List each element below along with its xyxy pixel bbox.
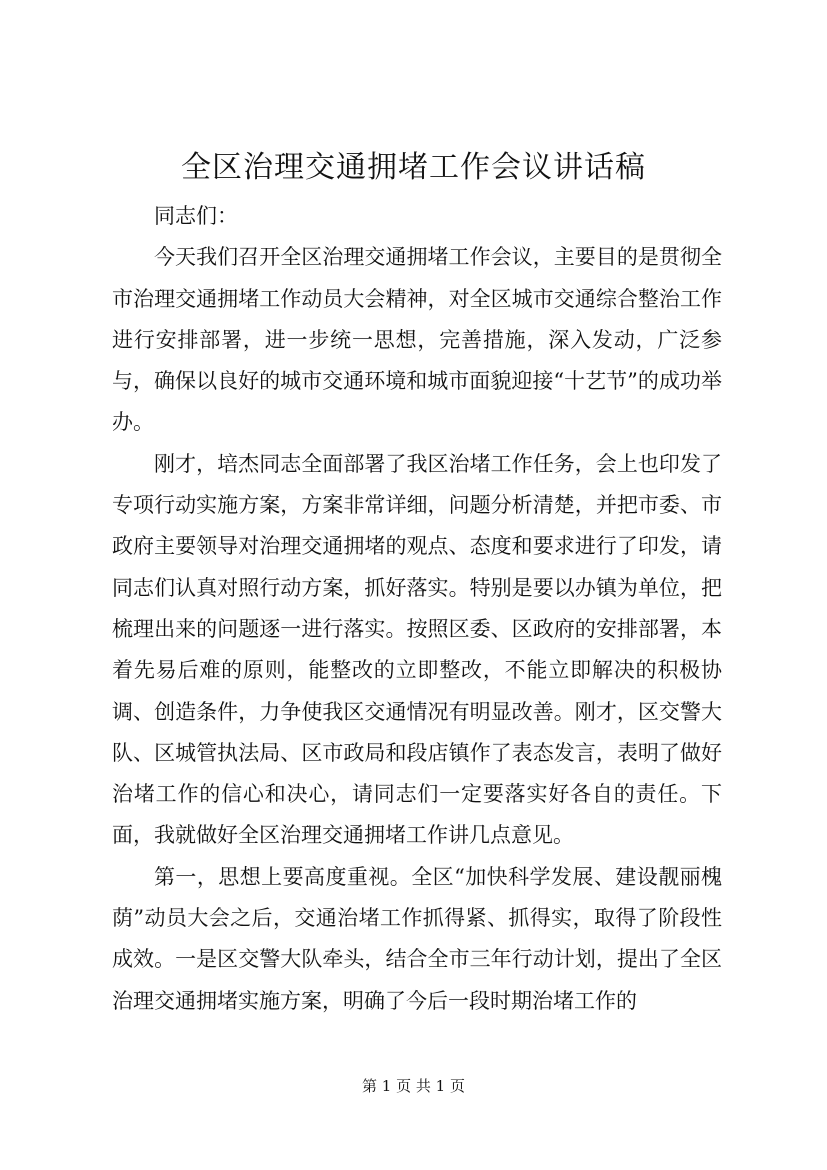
paragraph-1: 今天我们召开全区治理交通拥堵工作会议，主要目的是贯彻全市治理交通拥堵工作动员大会精神，对全区城市交通综合整治工作进行安排部署，进一步统一思想，完善措施，深入发动，广泛参与，确保以良好的城市交通环境和城市面貌迎接“十艺节”的成功举办。: [112, 245, 722, 435]
paragraph-3: 第一，思想上要高度重视。全区“加快科学发展、建设靓丽槐荫”动员大会之后，交通治堵工作抓得紧、抓得实，取得了阶段性成效。一是区交警大队牵头，结合全市三年行动计划，提出了全区治理交通拥堵实施方案，明确了今后一段时期治堵工作的: [112, 864, 722, 1013]
salutation: 同志们：: [154, 204, 238, 228]
document-title: 全区治理交通拥堵工作会议讲话稿: [181, 150, 646, 185]
paragraph-2: 刚才，培杰同志全面部署了我区治堵工作任务，会上也印发了专项行动实施方案，方案非常详细，问题分析清楚，并把市委、市政府主要领导对治理交通拥堵的观点、态度和要求进行了印发，请同志们认真对照行动方案，抓好落实。特别是要以办镇为单位，把梳理出来的问题逐一进行落实。按照区委、区政府的安排部署，本着先易后难的原则，能整改的立即整改，不能立即解决的积极协调、创造条件，力争使我区交通情况有明显改善。刚才，区交警大队、区城管执法局、区市政局和段店镇作了表态发言，表明了做好治堵工作的信心和决心，请同志们一定要落实好各自的责任。下面，我就做好全区治理交通拥堵工作讲几点意见。: [112, 451, 722, 848]
document-body: [112, 196, 722, 1022]
page-footer: 第 1 页 共 1 页: [362, 1077, 465, 1095]
